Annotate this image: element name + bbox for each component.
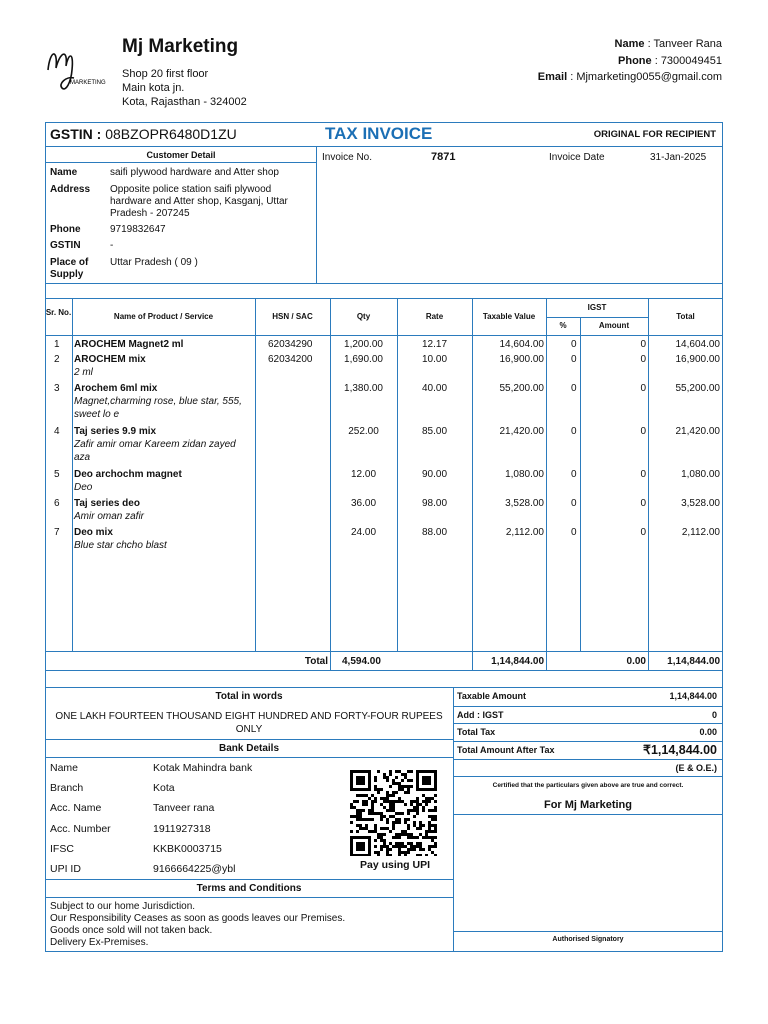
row-taxable: 1,080.00 (505, 469, 544, 480)
bank-value: KKBK0003715 (153, 843, 222, 855)
row-taxable: 55,200.00 (499, 383, 544, 394)
customer-address-label: Address (50, 184, 91, 195)
row-igst-pct: 0 (571, 354, 577, 365)
total-igst: 0.00 (626, 656, 646, 667)
row-qty: 1,200.00 (344, 339, 383, 350)
customer-name-label: Name (50, 167, 78, 178)
col-sr: Sr. No. (45, 308, 72, 317)
bank-label: Branch (50, 782, 84, 794)
row-total: 14,604.00 (675, 339, 720, 350)
bank-value: 1911927318 (153, 823, 211, 835)
total-qty: 4,594.00 (342, 656, 381, 667)
igst-label: Add : IGST (457, 710, 504, 720)
seller-gstin: GSTIN : 08BZOPR6480D1ZU (50, 126, 237, 142)
row-total: 2,112.00 (681, 527, 720, 538)
invoice-no: 7871 (431, 151, 456, 163)
logo-text: MARKETING (70, 80, 106, 86)
row-product-desc: 2 ml (74, 367, 93, 378)
document-title: TAX INVOICE (325, 124, 433, 143)
place-of-supply-label: Place of Supply (50, 257, 89, 280)
row-total: 21,420.00 (675, 426, 720, 437)
row-qty: 12.00 (350, 469, 377, 480)
row-qty: 252.00 (348, 426, 379, 437)
row-igst-amount: 0 (640, 498, 646, 509)
certification: Certified that the particulars given above are true and correct. (492, 782, 684, 789)
row-total: 3,528.00 (681, 498, 720, 509)
grand-total-row: 1,14,844.00 (667, 656, 720, 667)
col-taxable: Taxable Value (482, 312, 536, 321)
customer-gstin-label: GSTIN (50, 240, 81, 251)
eoe: (E & O.E.) (675, 763, 717, 773)
bank-label: IFSC (50, 843, 74, 855)
customer-address: Opposite police station saifi plywood hardware and Atter shop, Kasganj, Uttar Pradesh - 207245 (110, 184, 288, 219)
row-qty: 1,690.00 (344, 354, 383, 365)
row-total: 1,080.00 (681, 469, 720, 480)
row-sr: 6 (54, 498, 60, 509)
for-company: For Mj Marketing (543, 799, 632, 811)
row-rate: 40.00 (421, 383, 448, 394)
row-igst-pct: 0 (571, 469, 577, 480)
row-qty: 1,380.00 (344, 383, 383, 394)
row-igst-pct: 0 (571, 339, 577, 350)
row-product-name: Deo archochm magnet (74, 469, 182, 480)
row-taxable: 2,112.00 (505, 527, 544, 538)
row-product-name: Taj series deo (74, 498, 140, 509)
seller-contact: Name : Tanveer Rana Phone : 7300049451 Email : Mjmarketing0055@gmail.com (537, 38, 722, 83)
bank-label: Name (50, 762, 79, 774)
terms-heading: Terms and Conditions (196, 883, 302, 894)
row-hsn: 62034200 (268, 354, 313, 365)
col-qty: Qty (356, 312, 371, 321)
term-line: Delivery Ex-Premises. (50, 937, 149, 948)
row-igst-amount: 0 (640, 527, 646, 538)
authorised-signatory: Authorised Signatory (552, 936, 624, 943)
customer-phone-label: Phone (50, 224, 81, 235)
words-heading: Total in words (215, 691, 283, 702)
row-qty: 36.00 (350, 498, 377, 509)
row-product-name: AROCHEM Magnet2 ml (74, 339, 184, 350)
totals-label: Total (304, 656, 328, 667)
row-product-name: Arochem 6ml mix (74, 383, 158, 394)
row-sr: 2 (54, 354, 60, 365)
row-sr: 1 (54, 339, 60, 350)
term-line: Goods once sold will not taken back. (50, 925, 213, 936)
total-after-tax: ₹1,14,844.00 (643, 743, 717, 757)
row-rate: 88.00 (421, 527, 448, 538)
col-rate: Rate (425, 312, 444, 321)
total-tax: 0.00 (699, 727, 717, 737)
customer-name: saifi plywood hardware and Atter shop (110, 167, 279, 178)
col-total: Total (676, 312, 695, 321)
row-product-desc: Magnet,charming rose, blue star, 555, sweet lo e (74, 396, 242, 420)
row-sr: 5 (54, 469, 60, 480)
row-taxable: 3,528.00 (505, 498, 544, 509)
row-taxable: 21,420.00 (499, 426, 544, 437)
upi-caption: Pay using UPI (359, 859, 431, 871)
terms-list (50, 901, 345, 949)
row-rate: 85.00 (421, 426, 448, 437)
row-sr: 7 (54, 527, 60, 538)
col-igst-pct: % (559, 321, 567, 330)
row-product-desc: Deo (74, 482, 93, 493)
seller-email: Mjmarketing0055@gmail.com (576, 71, 722, 83)
amount-in-words: ONE LAKH FOURTEEN THOUSAND EIGHT HUNDRED AND FORTY-FOUR RUPEES ONLY (55, 711, 443, 735)
total-tax-label: Total Tax (457, 727, 496, 737)
bank-value: 9166664225@ybl (153, 863, 236, 875)
bank-value: Kota (153, 782, 175, 794)
invoice-date-label: Invoice Date (549, 152, 605, 163)
row-igst-amount: 0 (640, 383, 646, 394)
customer-heading: Customer Detail (146, 150, 216, 160)
invoice-no-label: Invoice No. (322, 152, 373, 163)
taxable-amount-label: Taxable Amount (457, 691, 527, 701)
col-igst: IGST (587, 303, 607, 312)
row-hsn: 62034290 (268, 339, 313, 350)
seller-name: Tanveer Rana (653, 38, 722, 50)
seller-phone: 7300049451 (660, 54, 722, 67)
company-logo (40, 40, 112, 96)
row-total: 55,200.00 (675, 383, 720, 394)
bank-label: UPI ID (50, 863, 81, 875)
row-sr: 4 (54, 426, 60, 437)
row-qty: 24.00 (350, 527, 377, 538)
customer-phone: 9719832647 (110, 224, 166, 235)
copy-type: ORIGINAL FOR RECIPIENT (593, 129, 716, 140)
taxable-amount: 1,14,844.00 (669, 691, 717, 701)
row-taxable: 14,604.00 (499, 339, 544, 350)
bank-value: Tanveer rana (153, 802, 215, 814)
company-name: Mj Marketing (122, 36, 239, 57)
bank-label: Acc. Number (50, 823, 111, 835)
row-product-name: Deo mix (74, 527, 113, 538)
upi-qr-code[interactable] (350, 770, 440, 856)
place-of-supply: Uttar Pradesh ( 09 ) (110, 257, 198, 268)
row-product-name: AROCHEM mix (74, 354, 146, 365)
row-taxable: 16,900.00 (499, 354, 544, 365)
row-igst-pct: 0 (571, 498, 577, 509)
bank-label: Acc. Name (50, 802, 102, 814)
row-igst-pct: 0 (571, 527, 577, 538)
row-igst-pct: 0 (571, 426, 577, 437)
term-line: Subject to our home Jurisdiction. (50, 901, 196, 912)
row-igst-amount: 0 (640, 339, 646, 350)
term-line: Our Responsibility Ceases as soon as goods leaves our Premises. (50, 913, 346, 924)
row-igst-amount: 0 (640, 469, 646, 480)
total-taxable: 1,14,844.00 (491, 656, 544, 667)
total-after-tax-label: Total Amount After Tax (457, 745, 555, 755)
row-product-desc: Amir oman zafir (74, 511, 145, 522)
igst-amount: 0 (711, 710, 717, 720)
row-rate: 10.00 (421, 354, 448, 365)
row-igst-amount: 0 (640, 354, 646, 365)
row-igst-pct: 0 (571, 383, 577, 394)
customer-gstin: - (110, 240, 114, 251)
row-product-name: Taj series 9.9 mix (74, 426, 157, 437)
row-product-desc: Zafir amir omar Kareem zidan zayed aza (74, 439, 236, 463)
row-rate: 90.00 (421, 469, 448, 480)
row-sr: 3 (54, 383, 60, 394)
bank-value: Kotak Mahindra bank (153, 762, 253, 774)
col-hsn: HSN / SAC (272, 312, 313, 321)
row-rate: 12.17 (421, 339, 448, 350)
row-total: 16,900.00 (675, 354, 720, 365)
row-product-desc: Blue star chcho blast (74, 540, 167, 551)
invoice-date: 31-Jan-2025 (650, 152, 707, 163)
col-igst-amount: Amount (598, 321, 630, 330)
col-name: Name of Product / Service (113, 312, 214, 321)
row-igst-amount: 0 (640, 426, 646, 437)
company-address: Shop 20 first floor Main kota jn. Kota, Rajasthan - 324002 (122, 68, 247, 108)
row-rate: 98.00 (421, 498, 448, 509)
bank-heading: Bank Details (218, 743, 280, 754)
